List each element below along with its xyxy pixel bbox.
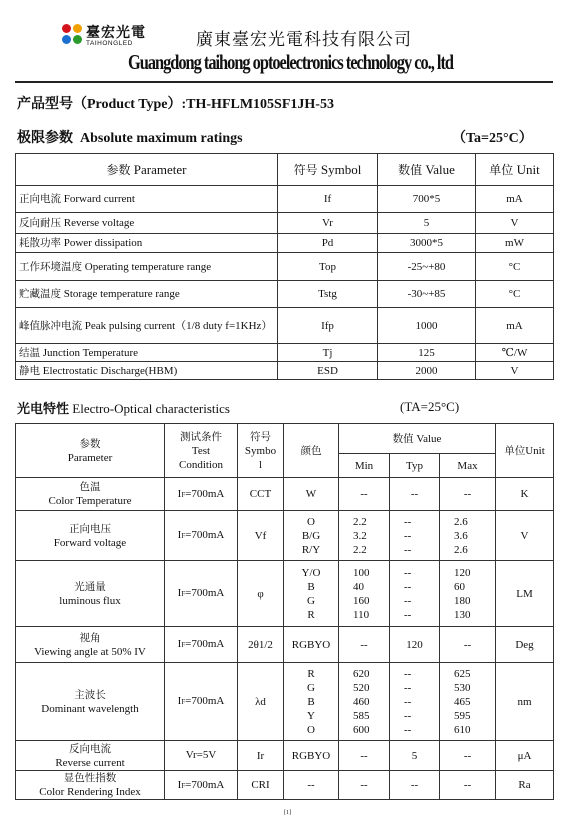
colors-cell	[284, 741, 339, 771]
symbol-cell: CCT	[238, 478, 284, 511]
condition-subscript: F	[181, 641, 186, 649]
condition-value: =700mA	[185, 695, 225, 707]
abs-max-title	[17, 127, 243, 147]
param-cn: 峰值脉冲电流	[19, 319, 82, 332]
condition-value: =700mA	[185, 487, 225, 500]
typ-value: --	[404, 723, 412, 736]
unit-cell: mW	[476, 234, 554, 253]
unit-cell: V	[496, 511, 554, 561]
typ-value: --	[404, 566, 412, 579]
max-cell	[440, 627, 496, 663]
colors-cell	[284, 561, 339, 627]
max-cell	[440, 663, 496, 741]
logo-text-en: TAIHONGLED	[86, 40, 133, 47]
min-value: 160	[353, 594, 370, 607]
param-cell	[16, 281, 278, 308]
param-cell	[16, 627, 165, 663]
table-row	[16, 308, 554, 344]
product-type-label-en: （Product Type）:	[73, 97, 187, 112]
table-row	[16, 281, 554, 308]
header-typ: Typ	[390, 454, 440, 478]
table-row	[16, 511, 554, 561]
value-cell: 700*5	[378, 186, 476, 213]
typ-cell	[390, 771, 440, 800]
typ-value: --	[404, 608, 412, 621]
typ-value: --	[404, 667, 412, 680]
min-cell	[339, 741, 390, 771]
max-value: --	[463, 779, 472, 791]
colors-value: B	[307, 580, 315, 593]
unit-cell: K	[496, 478, 554, 511]
param-cn: 耗散功率	[19, 237, 61, 249]
condition-value: =700mA	[185, 778, 225, 791]
max-value: 2.6	[454, 543, 468, 556]
colors-cell	[284, 771, 339, 800]
table-row	[16, 234, 554, 253]
param-cell	[16, 253, 278, 281]
param-cell	[16, 478, 165, 511]
condition-value: =700mA	[185, 587, 225, 599]
table-row	[16, 663, 554, 741]
colors-value: O	[307, 515, 315, 528]
param-en: Power dissipation	[63, 237, 143, 249]
typ-value: --	[404, 594, 412, 607]
min-cell	[339, 627, 390, 663]
typ-value: --	[410, 488, 419, 500]
max-cell	[440, 561, 496, 627]
condition-subscript: F	[181, 698, 186, 706]
param-cell	[16, 362, 278, 380]
param-en: Operating temperature range	[84, 260, 212, 273]
symbol-cell: Vr	[278, 213, 378, 234]
condition-symbol: I	[177, 487, 182, 500]
symbol-cell: Tj	[278, 344, 378, 362]
max-value: 2.6	[454, 515, 468, 528]
min-value: 600	[353, 723, 370, 736]
typ-cell	[390, 511, 440, 561]
colors-value: RGBYO	[291, 638, 331, 651]
unit-cell: μA	[496, 741, 554, 771]
symbol-cell: 2θ1/2	[238, 627, 284, 663]
colors-value: R	[307, 608, 315, 621]
min-value: 620	[353, 667, 370, 680]
symbol-cell: ESD	[278, 362, 378, 380]
param-en: Reverse current	[55, 756, 125, 769]
table-header-row	[16, 154, 554, 186]
min-value: 2.2	[353, 543, 367, 556]
unit-cell: ℃/W	[476, 344, 554, 362]
param-cn: 主波长	[74, 688, 106, 701]
typ-value: --	[404, 709, 412, 722]
header-max: Max	[440, 454, 496, 478]
min-value: 100	[353, 566, 370, 579]
product-type-value: TH-HFLM105SF1JH-53	[186, 97, 334, 112]
typ-value: --	[404, 515, 412, 528]
colors-value: G	[307, 594, 315, 607]
header-test-condition: 测试条件 Test Condition	[165, 424, 238, 478]
logo-mark-icon	[62, 24, 84, 46]
page-number: [1]	[284, 810, 291, 816]
eo-table	[15, 423, 554, 800]
value-cell: -30~+85	[378, 281, 476, 308]
param-en: Color Temperature	[48, 495, 132, 507]
max-value: 130	[454, 608, 471, 621]
param-en: luminous flux	[59, 594, 121, 607]
param-en: Electrostatic Discharge(HBM)	[42, 364, 178, 377]
unit-cell: Ra	[496, 771, 554, 800]
colors-value: B/G	[301, 529, 321, 542]
unit-cell: °C	[476, 253, 554, 281]
value-cell: 5	[378, 213, 476, 234]
param-cn: 工作环境温度	[19, 260, 82, 273]
header-parameter: 参数 Parameter	[16, 154, 278, 186]
header-unit: 单位Unit	[496, 424, 554, 478]
param-cn: 光通量	[74, 580, 106, 593]
max-cell	[440, 771, 496, 800]
table-row	[16, 213, 554, 234]
table-row	[16, 186, 554, 213]
colors-value: R/Y	[301, 543, 321, 556]
colors-value: W	[305, 488, 317, 500]
min-cell	[339, 478, 390, 511]
colors-value: O	[307, 723, 315, 736]
condition-value: =700mA	[185, 638, 225, 650]
table-row	[16, 362, 554, 380]
eo-title-cn: 光电特性	[17, 402, 70, 417]
param-en: Junction Temperature	[42, 346, 138, 359]
condition-cell	[165, 478, 238, 511]
param-cn: 显色性指数	[63, 772, 117, 784]
param-cell	[16, 344, 278, 362]
unit-cell: °C	[476, 281, 554, 308]
param-cn: 结温	[19, 346, 40, 359]
product-type	[17, 93, 334, 113]
eo-title-en: Electro-Optical characteristics	[72, 401, 230, 416]
typ-value: --	[404, 543, 412, 556]
header-value: 数值 Value	[339, 424, 496, 454]
symbol-cell: Top	[278, 253, 378, 281]
max-value: 625	[454, 667, 471, 680]
param-cn: 正向电流	[19, 193, 61, 205]
param-cn: 反向电流	[69, 742, 111, 755]
condition-subscript: F	[181, 590, 186, 598]
condition-cell	[165, 511, 238, 561]
min-value: 110	[353, 608, 370, 621]
max-value: --	[463, 488, 472, 500]
min-value: 460	[353, 695, 370, 708]
document-header	[0, 0, 569, 84]
max-value: 120	[454, 566, 471, 579]
company-logo	[62, 22, 157, 50]
param-cn: 静电	[19, 364, 40, 377]
table-row	[16, 253, 554, 281]
param-cell	[16, 561, 165, 627]
unit-cell: mA	[476, 186, 554, 213]
param-cn: 贮藏温度	[19, 288, 61, 300]
typ-cell	[390, 663, 440, 741]
min-value: 520	[353, 681, 370, 694]
min-value: 40	[353, 580, 364, 593]
symbol-cell: φ	[238, 561, 284, 627]
max-value: 465	[454, 695, 471, 708]
table-row	[16, 627, 554, 663]
unit-cell: mA	[476, 308, 554, 344]
max-value: 3.6	[454, 529, 468, 542]
condition-symbol: I	[177, 638, 182, 650]
symbol-cell: CRI	[238, 771, 284, 800]
param-cell	[16, 186, 278, 213]
condition-subscript: F	[181, 781, 186, 790]
condition-subscript: F	[181, 532, 186, 540]
colors-cell	[284, 511, 339, 561]
param-cell	[16, 213, 278, 234]
header-min: Min	[339, 454, 390, 478]
header-unit: 单位 Unit	[476, 154, 554, 186]
colors-value: G	[307, 681, 315, 694]
param-en: Forward current	[63, 193, 135, 205]
table-row	[16, 741, 554, 771]
unit-cell: LM	[496, 561, 554, 627]
symbol-cell: If	[278, 186, 378, 213]
min-value: 2.2	[353, 515, 367, 528]
condition-cell	[165, 663, 238, 741]
unit-cell: V	[476, 213, 554, 234]
table-row	[16, 478, 554, 511]
value-cell: 1000	[378, 308, 476, 344]
abs-max-title-cn: 极限参数	[17, 130, 73, 146]
condition-value: =5V	[196, 749, 217, 761]
unit-cell: Deg	[496, 627, 554, 663]
symbol-cell: Ir	[238, 741, 284, 771]
symbol-cell: Tstg	[278, 281, 378, 308]
header-symbol: 符号 Symbol	[278, 154, 378, 186]
colors-cell	[284, 627, 339, 663]
condition-symbol: I	[177, 778, 182, 791]
condition-symbol: I	[177, 695, 182, 707]
param-cell	[16, 511, 165, 561]
max-cell	[440, 478, 496, 511]
max-value: 595	[454, 709, 471, 722]
colors-value: Y	[307, 709, 315, 722]
min-value: 3.2	[353, 529, 367, 542]
unit-cell: nm	[496, 663, 554, 741]
value-cell: 3000*5	[378, 234, 476, 253]
min-cell	[339, 771, 390, 800]
typ-cell	[390, 627, 440, 663]
param-cell	[16, 308, 278, 344]
max-value: 530	[454, 681, 471, 694]
header-parameter: 参数 Parameter	[16, 424, 165, 478]
table-row	[16, 561, 554, 627]
table-header-row	[16, 424, 554, 454]
min-value: 585	[353, 709, 370, 722]
condition-subscript: F	[181, 490, 186, 499]
value-cell: 125	[378, 344, 476, 362]
param-cn: 正向电压	[69, 522, 111, 535]
product-type-label-cn: 产品型号	[17, 96, 73, 112]
condition-cell	[165, 741, 238, 771]
symbol-cell: Ifp	[278, 308, 378, 344]
symbol-cell: Pd	[278, 234, 378, 253]
param-en: Reverse voltage	[63, 217, 135, 229]
typ-value: --	[404, 695, 412, 708]
param-en: Peak pulsing current（1/8 duty f=1KHz）	[84, 319, 273, 332]
param-cell	[16, 234, 278, 253]
value-cell: 2000	[378, 362, 476, 380]
min-value: --	[360, 488, 368, 500]
colors-value: R	[307, 667, 315, 680]
header-divider	[15, 81, 553, 83]
unit-cell: V	[476, 362, 554, 380]
company-name-en: Guangdong taihong optoelectronics technology co., ltd	[128, 50, 453, 74]
colors-cell	[284, 478, 339, 511]
param-cn: 反向耐压	[19, 217, 61, 229]
min-cell	[339, 663, 390, 741]
eo-condition: (TA=25°C)	[400, 399, 460, 414]
symbol-cell: Vf	[238, 511, 284, 561]
table-row	[16, 344, 554, 362]
logo-text-cn: 臺宏光電	[86, 25, 146, 41]
typ-value: 5	[411, 749, 418, 762]
colors-cell	[284, 663, 339, 741]
min-value: --	[360, 779, 368, 791]
symbol-cell: λd	[238, 663, 284, 741]
min-cell	[339, 561, 390, 627]
header-color: 颜色	[284, 424, 339, 478]
typ-value: --	[404, 529, 412, 542]
header-value: 数值 Value	[378, 154, 476, 186]
company-name-cn: 廣東臺宏光電科技有限公司	[196, 30, 412, 50]
max-value: --	[463, 749, 472, 762]
min-value: --	[360, 638, 368, 651]
typ-value: --	[404, 681, 412, 694]
condition-symbol: I	[177, 587, 182, 599]
header-symbol: 符号 Symbo l	[238, 424, 284, 478]
param-cell	[16, 663, 165, 741]
colors-value: B	[307, 695, 315, 708]
param-en: Dominant wavelength	[41, 702, 139, 715]
colors-value: Y/O	[301, 566, 321, 579]
max-cell	[440, 741, 496, 771]
param-en: Storage temperature range	[63, 288, 180, 300]
typ-value: --	[410, 779, 419, 791]
max-value: 180	[454, 594, 471, 607]
typ-cell	[390, 741, 440, 771]
typ-cell	[390, 478, 440, 511]
condition-cell	[165, 561, 238, 627]
max-value: 60	[454, 580, 465, 593]
max-value: --	[463, 638, 472, 651]
param-cell	[16, 771, 165, 800]
typ-value: 120	[406, 638, 423, 651]
param-en: Color Rendering Index	[39, 786, 141, 798]
abs-max-condition: （Ta=25°C）	[452, 131, 533, 146]
max-value: 610	[454, 723, 471, 736]
value-cell: -25~+80	[378, 253, 476, 281]
param-en: Viewing angle at 50% IV	[34, 645, 146, 658]
abs-max-title-en: Absolute maximum ratings	[80, 131, 243, 146]
abs-max-table	[15, 153, 554, 380]
min-cell	[339, 511, 390, 561]
typ-cell	[390, 561, 440, 627]
max-cell	[440, 511, 496, 561]
condition-symbol: Vr	[185, 749, 197, 761]
param-cell	[16, 741, 165, 771]
min-value: --	[360, 749, 368, 762]
param-cn: 色温	[79, 481, 101, 493]
table-row	[16, 771, 554, 800]
typ-value: --	[404, 580, 412, 593]
colors-value: --	[307, 779, 315, 791]
condition-symbol: I	[177, 529, 182, 541]
condition-value: =700mA	[185, 529, 225, 541]
colors-value: RGBYO	[291, 749, 331, 762]
param-cn: 视角	[79, 631, 101, 644]
condition-cell	[165, 771, 238, 800]
param-en: Forward voltage	[53, 536, 127, 549]
eo-title	[17, 398, 230, 417]
condition-cell	[165, 627, 238, 663]
